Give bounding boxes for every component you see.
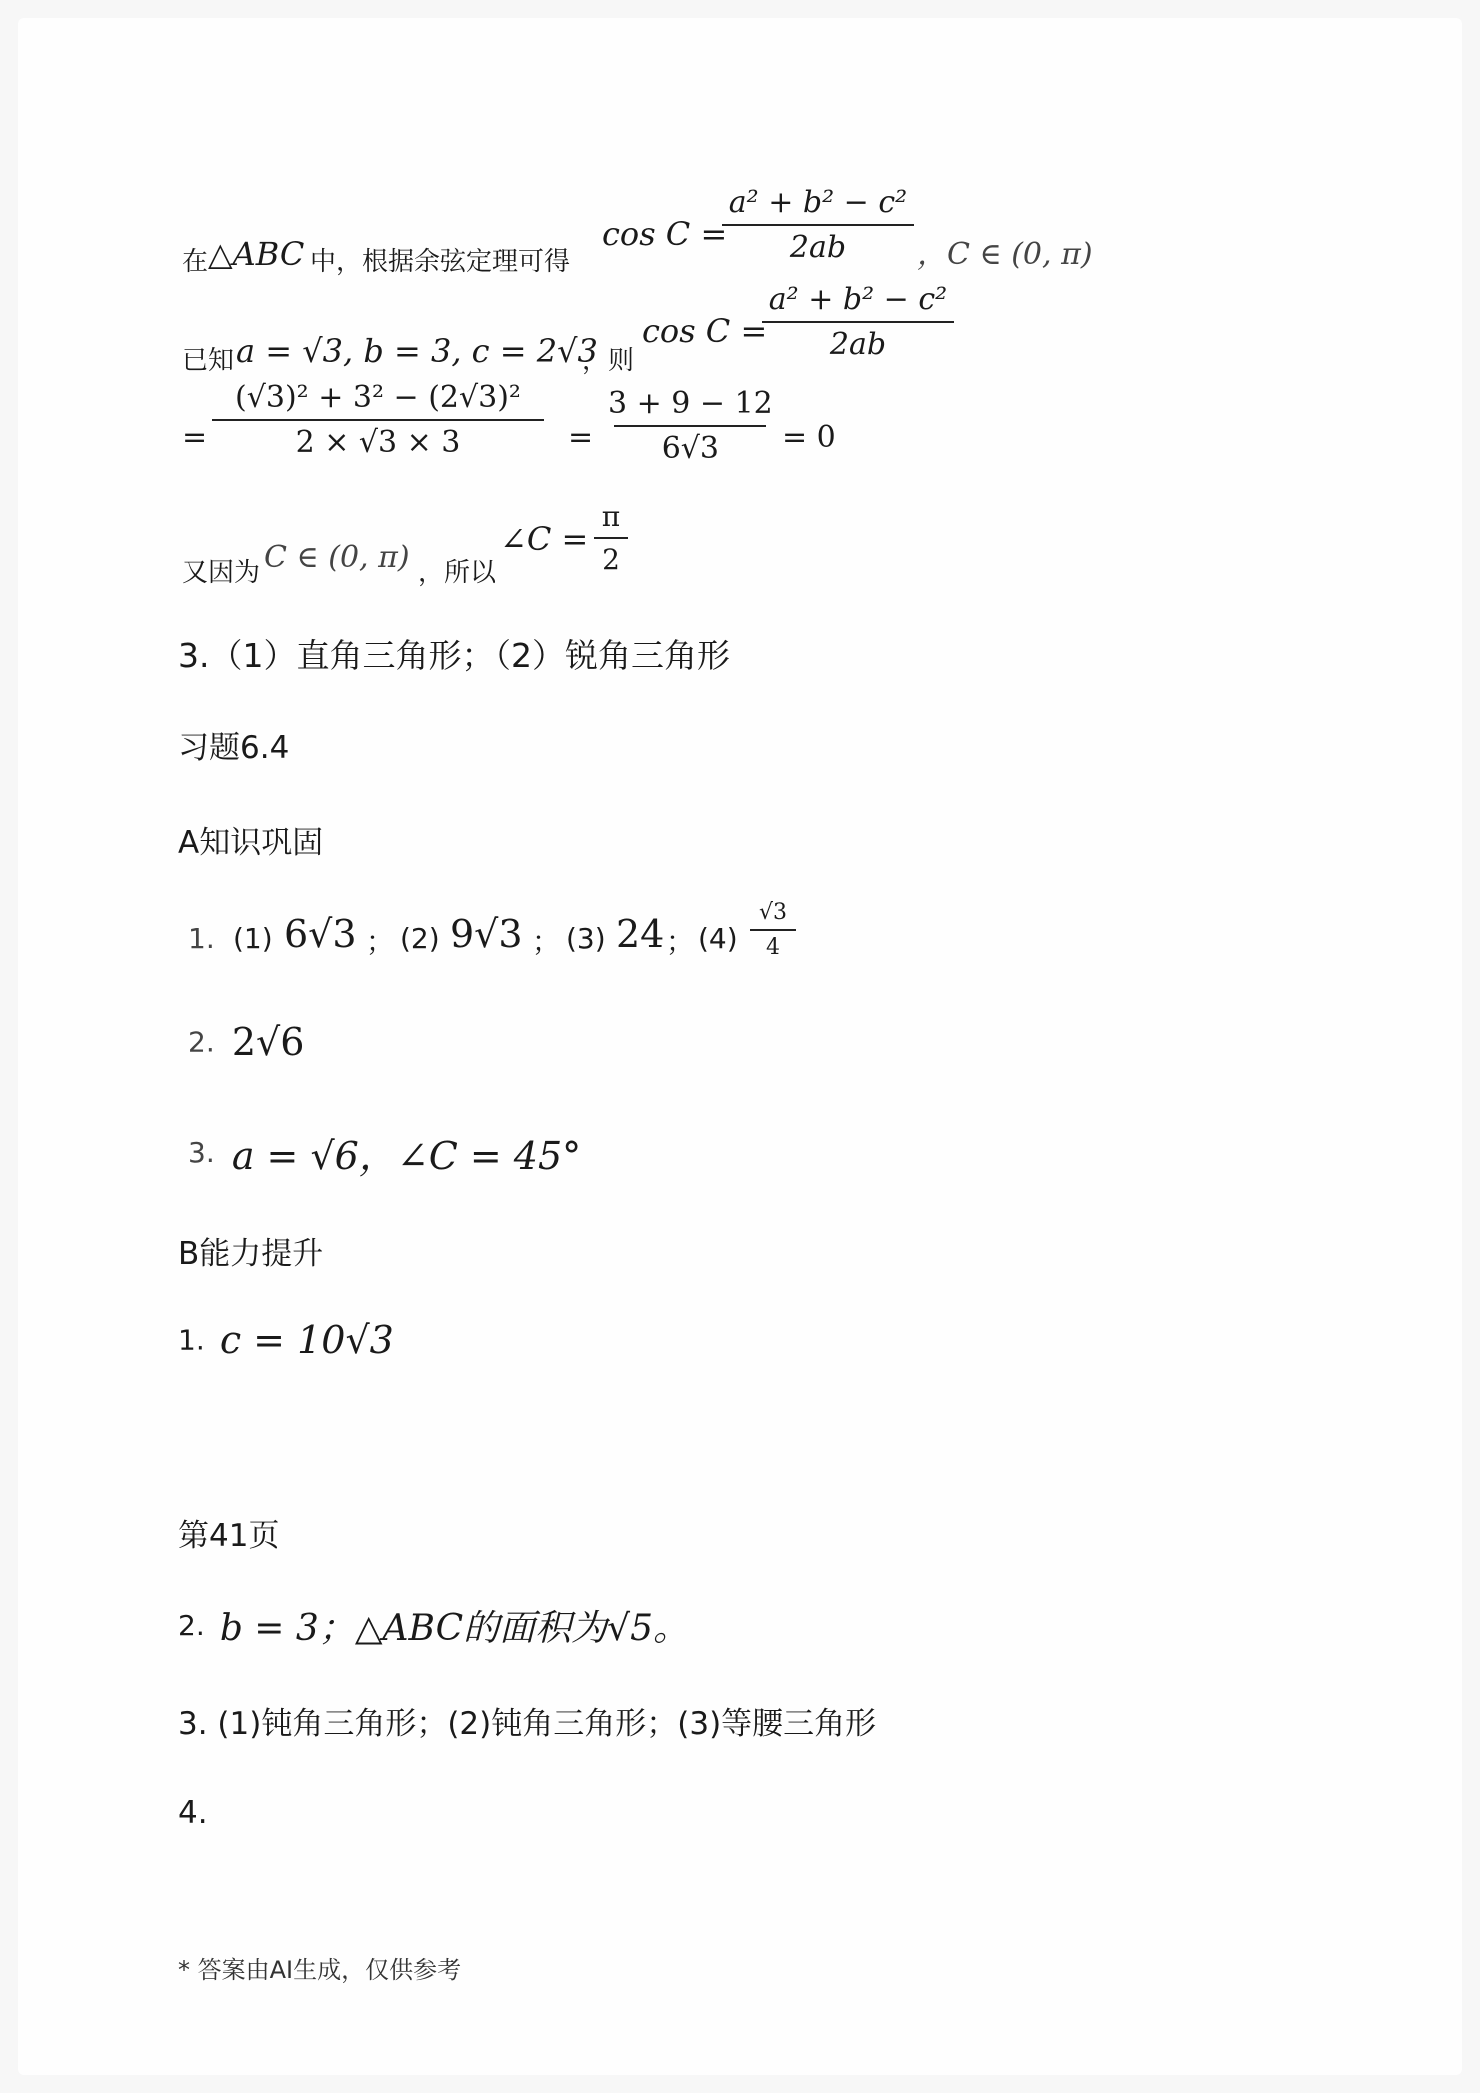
fraction-numerator: 3 + 9 − 12 bbox=[608, 386, 773, 421]
sqrt3-over-4 bbox=[750, 900, 796, 960]
answer-value: 24 bbox=[616, 912, 665, 956]
fraction-numerator: (√3)² + 3² − (2√3)² bbox=[235, 380, 521, 415]
fraction-numerator: a² + b² − c² bbox=[768, 282, 948, 317]
angle-c-lhs: ∠C = bbox=[500, 520, 589, 558]
item-number: 1. bbox=[178, 1323, 205, 1357]
item-number: 2. bbox=[188, 1025, 215, 1059]
pi-over-two bbox=[594, 500, 628, 576]
answer-value: c = 10√3 bbox=[219, 1318, 394, 1362]
fraction-denominator: 6√3 bbox=[614, 425, 766, 466]
result-zero: = 0 bbox=[782, 420, 836, 455]
answer-b3: 3. (1)钝角三角形；(2)钝角三角形；(3)等腰三角形 bbox=[178, 1706, 877, 1742]
answer-q3-triangle-types: 3.（1）直角三角形；（2）锐角三角形 bbox=[178, 636, 730, 675]
text-youyinwei: 又因为 bbox=[182, 558, 261, 588]
separator: ； bbox=[366, 925, 395, 958]
part-label: (2) bbox=[400, 922, 440, 955]
triangle-abc: △ABC bbox=[208, 235, 305, 273]
answer-value: b = 3；△ABC的面积为√5。 bbox=[219, 1608, 690, 1649]
fraction-denominator: 2 bbox=[594, 537, 628, 576]
answer-a3 bbox=[188, 1125, 581, 1180]
text-cosine-law: 中，根据余弦定理可得 bbox=[310, 247, 571, 277]
fraction-denominator: 2ab bbox=[722, 224, 914, 265]
page-label: 第41页 bbox=[178, 1518, 280, 1554]
part-b-heading: B能力提升 bbox=[178, 1236, 324, 1272]
c-range-2: C ∈ (0, π) bbox=[264, 540, 410, 575]
cosine-fraction-2 bbox=[762, 282, 954, 362]
equals-sign-2: = bbox=[568, 420, 594, 455]
answer-value: 2√6 bbox=[231, 1020, 305, 1064]
fraction-numerator: π bbox=[601, 500, 621, 533]
text-suoyi: ，所以 bbox=[418, 558, 497, 588]
equals-sign: = bbox=[182, 420, 208, 455]
part-label: (1) bbox=[233, 922, 273, 955]
fraction-numerator: √3 bbox=[758, 900, 787, 925]
section-title: 习题6.4 bbox=[178, 730, 290, 766]
part-a-heading: A知识巩固 bbox=[178, 825, 324, 861]
substitution-fraction bbox=[212, 380, 544, 460]
c-range: ，C ∈ (0, π) bbox=[917, 237, 1093, 272]
part-label: (4) bbox=[698, 922, 738, 955]
answer-value: 9√3 bbox=[450, 912, 523, 956]
simplified-fraction bbox=[602, 386, 779, 466]
part-label: (3) bbox=[566, 922, 606, 955]
fraction-denominator: 4 bbox=[750, 929, 796, 960]
answer-value: a = √6，∠C = 45° bbox=[231, 1134, 582, 1178]
text-yizhi: 已知 bbox=[182, 346, 235, 376]
given-values: a = √3, b = 3, c = 2√3 bbox=[236, 332, 598, 370]
answer-b2 bbox=[178, 1600, 689, 1651]
fraction-denominator: 2ab bbox=[762, 321, 954, 362]
separator: ； bbox=[666, 925, 695, 958]
text-ze: ，则 bbox=[582, 346, 635, 376]
separator: ； bbox=[532, 925, 561, 958]
answer-a2 bbox=[188, 1020, 304, 1064]
answer-b1 bbox=[178, 1318, 394, 1362]
cos-c-lhs: cos C = bbox=[602, 215, 728, 253]
fraction-denominator: 2 × √3 × 3 bbox=[212, 419, 544, 460]
fraction-numerator: a² + b² − c² bbox=[728, 185, 908, 220]
answer-b4: 4. bbox=[178, 1795, 208, 1831]
text-zai: 在 bbox=[182, 247, 209, 277]
ai-disclaimer: * 答案由AI生成，仅供参考 bbox=[178, 1956, 462, 1984]
item-number: 2. bbox=[178, 1609, 205, 1642]
item-number: 3. bbox=[188, 1136, 215, 1169]
cos-c-lhs-2: cos C = bbox=[642, 312, 768, 350]
answer-value: 6√3 bbox=[284, 912, 357, 956]
cosine-fraction bbox=[722, 185, 914, 265]
item-number: 1. bbox=[188, 922, 215, 955]
